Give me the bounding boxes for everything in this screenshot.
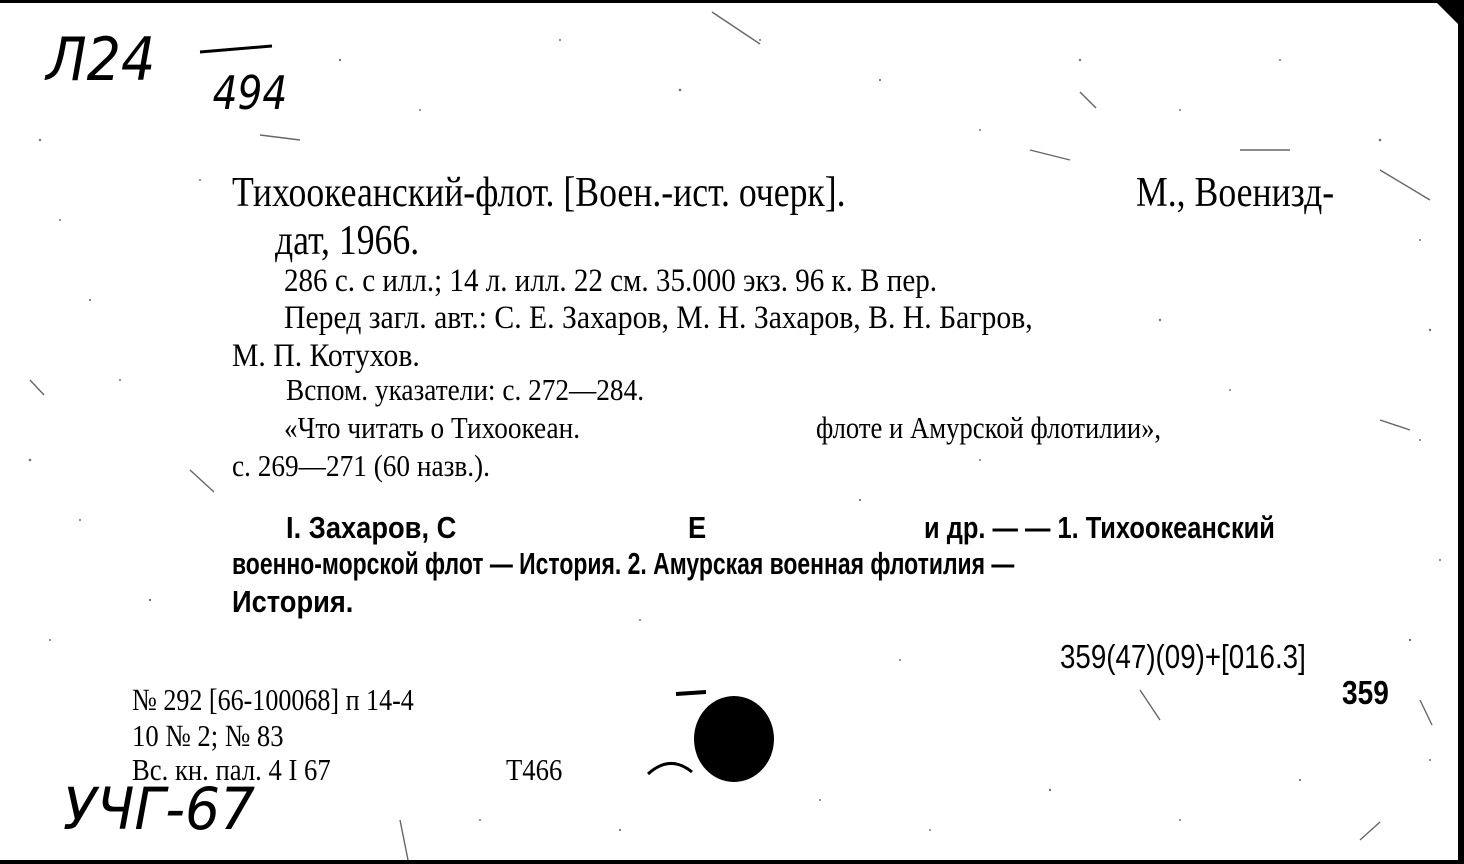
handwritten-fraction-denominator: 494	[212, 66, 288, 120]
registry-line3-a: Вс. кн. пал. 4 I 67	[132, 752, 331, 787]
subjects-line1-b: Е	[688, 510, 707, 545]
registry-line2: 10 № 2; № 83	[132, 718, 284, 753]
punch-hole-scuff	[640, 684, 720, 784]
classification-code-short: 359	[1342, 674, 1389, 711]
entry-authors-line2: М. П. Котухов.	[232, 338, 420, 374]
subjects-line3: История.	[232, 584, 354, 619]
subjects-line1-a: I. Захаров, С	[286, 510, 457, 545]
subjects-line1-c: и др. — — 1. Тихоокеанский	[924, 510, 1275, 545]
entry-title-line2: дат, 1966.	[275, 218, 420, 264]
handwritten-fraction-bar	[198, 40, 278, 60]
registry-line3-b: Т466	[506, 752, 563, 787]
entry-title-line1-b: М., Военизд-	[1136, 170, 1335, 216]
classification-code: 359(47)(09)+[016.3]	[1060, 638, 1306, 675]
registry-line1: № 292 [66-100068] п 14-4	[132, 682, 414, 717]
handwritten-inventory-mark: УЧГ-67	[63, 775, 256, 843]
entry-bibliography-line1-b: флоте и Амурской флотилии»,	[816, 410, 1162, 445]
entry-bibliography-line1-a: «Что читать о Тихоокеан.	[284, 410, 581, 445]
entry-title-line1-a: Тихоокеанский-флот. [Воен.-ист. очерк].	[232, 170, 846, 216]
entry-indexes-note: Вспом. указатели: с. 272—284.	[286, 372, 645, 407]
subjects-line2: военно-морской флот — История. 2. Амурская военная флотилия —	[232, 546, 1015, 581]
entry-physical-description: 286 с. с илл.; 14 л. илл. 22 см. 35.000 экз. 96 к. В пер.	[284, 263, 938, 299]
entry-bibliography-line2: с. 269—271 (60 назв.).	[232, 448, 490, 483]
entry-authors-line1: Перед загл. авт.: С. Е. Захаров, М. Н. Захаров, В. Н. Багров,	[284, 300, 1033, 336]
handwritten-call-number: Л24	[46, 25, 156, 95]
